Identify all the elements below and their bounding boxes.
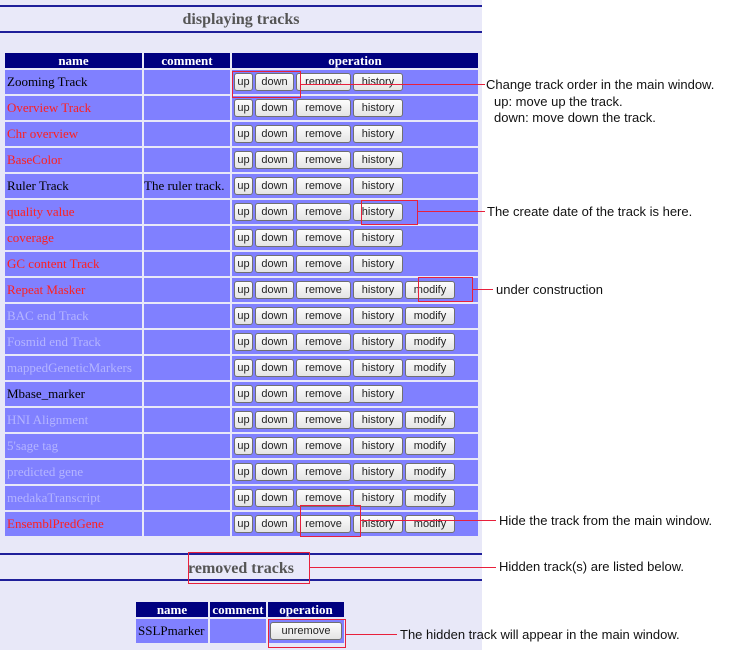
removed-tracks-title: removed tracks	[188, 560, 294, 577]
remove-button[interactable]: remove	[296, 385, 351, 403]
remove-button[interactable]: remove	[296, 281, 351, 299]
up-button[interactable]: up	[234, 359, 253, 377]
history-button[interactable]: history	[353, 255, 403, 273]
note-removed-list: Hidden track(s) are listed below.	[499, 559, 684, 574]
callout-box-remove	[300, 505, 361, 537]
column-header-operation: operation	[232, 53, 478, 68]
remove-button[interactable]: remove	[296, 489, 351, 507]
up-button[interactable]: up	[234, 73, 253, 91]
note-order-line1: Change track order in the main window.	[486, 77, 715, 92]
history-button[interactable]: history	[353, 437, 403, 455]
remove-button[interactable]: remove	[296, 515, 351, 533]
callout-box-history	[361, 200, 418, 225]
note-modify: under construction	[496, 282, 603, 297]
track-name: GC content Track	[5, 252, 142, 276]
up-button[interactable]: up	[234, 437, 253, 455]
down-button[interactable]: down	[255, 437, 294, 455]
up-button[interactable]: up	[234, 463, 253, 481]
remove-button[interactable]: remove	[296, 151, 351, 169]
track-row	[5, 512, 478, 536]
track-comment	[144, 434, 230, 458]
down-button[interactable]: down	[255, 307, 294, 325]
track-row	[5, 304, 478, 328]
down-button[interactable]: down	[255, 463, 294, 481]
track-row	[5, 460, 478, 484]
track-operations	[232, 330, 478, 354]
modify-button[interactable]: modify	[405, 515, 455, 533]
history-button[interactable]: history	[353, 177, 403, 195]
removed-column-header-name: name	[136, 602, 208, 617]
track-comment	[144, 148, 230, 172]
track-operations	[232, 304, 478, 328]
history-button[interactable]: history	[353, 99, 403, 117]
leader-line-removed-tracks	[310, 567, 496, 568]
down-button[interactable]: down	[255, 203, 294, 221]
column-header-comment: comment	[144, 53, 230, 68]
track-row	[5, 252, 478, 276]
track-comment	[144, 96, 230, 120]
track-row	[5, 96, 478, 120]
track-operations	[232, 148, 478, 172]
track-comment: The ruler track.	[144, 174, 230, 198]
track-name: Repeat Masker	[5, 278, 142, 302]
column-header-name: name	[5, 53, 142, 68]
remove-button[interactable]: remove	[296, 411, 351, 429]
up-button[interactable]: up	[234, 281, 253, 299]
up-button[interactable]: up	[234, 255, 253, 273]
remove-button[interactable]: remove	[296, 333, 351, 351]
track-comment	[144, 122, 230, 146]
modify-button[interactable]: modify	[405, 463, 455, 481]
leader-line-order	[301, 84, 485, 85]
down-button[interactable]: down	[255, 489, 294, 507]
callout-box-modify	[418, 277, 473, 302]
remove-button[interactable]: remove	[296, 463, 351, 481]
callout-box-order	[232, 71, 301, 98]
track-name: Chr overview	[5, 122, 142, 146]
track-comment	[144, 252, 230, 276]
track-comment	[144, 460, 230, 484]
track-name: HNI Alignment	[5, 408, 142, 432]
down-button[interactable]: down	[255, 281, 294, 299]
track-name: predicted gene	[5, 460, 142, 484]
track-operations	[232, 96, 478, 120]
remove-button[interactable]: remove	[296, 255, 351, 273]
down-button[interactable]: down	[255, 385, 294, 403]
history-button[interactable]: history	[353, 489, 403, 507]
track-operations	[232, 252, 478, 276]
track-operations	[232, 356, 478, 380]
note-history: The create date of the track is here.	[487, 204, 693, 219]
track-row	[5, 434, 478, 458]
up-button[interactable]: up	[234, 411, 253, 429]
track-comment	[144, 382, 230, 406]
track-operations	[232, 382, 478, 406]
up-button[interactable]: up	[234, 229, 253, 247]
track-row	[5, 486, 478, 510]
history-button[interactable]: history	[353, 307, 403, 325]
track-operations	[232, 122, 478, 146]
track-row	[5, 356, 478, 380]
track-operations	[232, 408, 478, 432]
modify-button[interactable]: modify	[405, 437, 455, 455]
removed-column-header-comment: comment	[210, 602, 266, 617]
history-button[interactable]: history	[353, 203, 403, 221]
track-name: EnsemblPredGene	[5, 512, 142, 536]
track-name: mappedGeneticMarkers	[5, 356, 142, 380]
history-button[interactable]: history	[353, 229, 403, 247]
down-button[interactable]: down	[255, 229, 294, 247]
unremove-button[interactable]: unremove	[270, 622, 342, 640]
displaying-tracks-header	[0, 5, 482, 33]
track-row	[5, 382, 478, 406]
track-name: Ruler Track	[5, 174, 142, 198]
modify-button[interactable]: modify	[405, 411, 455, 429]
track-row	[5, 278, 478, 302]
removed-track-name: SSLPmarker	[136, 619, 208, 643]
modify-button[interactable]: modify	[405, 281, 455, 299]
track-comment	[144, 356, 230, 380]
remove-button[interactable]: remove	[296, 177, 351, 195]
down-button[interactable]: down	[255, 411, 294, 429]
track-comment	[144, 408, 230, 432]
up-button[interactable]: up	[234, 151, 253, 169]
up-button[interactable]: up	[234, 515, 253, 533]
leader-line-history	[418, 211, 485, 212]
track-row	[5, 226, 478, 250]
history-button[interactable]: history	[353, 151, 403, 169]
remove-button[interactable]: remove	[296, 99, 351, 117]
leader-line-remove	[361, 520, 496, 521]
down-button[interactable]: down	[255, 125, 294, 143]
removed-column-header-operation: operation	[268, 602, 344, 617]
history-button[interactable]: history	[353, 411, 403, 429]
history-button[interactable]: history	[353, 125, 403, 143]
remove-button[interactable]: remove	[296, 125, 351, 143]
history-button[interactable]: history	[353, 281, 403, 299]
track-comment	[144, 486, 230, 510]
track-operations	[232, 200, 478, 224]
up-button[interactable]: up	[234, 99, 253, 117]
remove-button[interactable]: remove	[296, 73, 351, 91]
track-comment	[144, 70, 230, 94]
up-button[interactable]: up	[234, 177, 253, 195]
track-comment	[144, 330, 230, 354]
note-unremove: The hidden track will appear in the main window.	[400, 627, 680, 642]
down-button[interactable]: down	[255, 255, 294, 273]
track-row	[5, 148, 478, 172]
remove-button[interactable]: remove	[296, 229, 351, 247]
down-button[interactable]: down	[255, 99, 294, 117]
up-button[interactable]: up	[234, 203, 253, 221]
note-order-line2: up: move up the track.	[494, 94, 623, 109]
removed-track-comment	[210, 619, 266, 643]
down-button[interactable]: down	[255, 177, 294, 195]
modify-button[interactable]: modify	[405, 489, 455, 507]
leader-line-unremove	[346, 634, 397, 635]
note-remove: Hide the track from the main window.	[499, 513, 713, 528]
track-name: Mbase_marker	[5, 382, 142, 406]
down-button[interactable]: down	[255, 73, 294, 91]
modify-button[interactable]: modify	[405, 359, 455, 377]
up-button[interactable]: up	[234, 125, 253, 143]
track-operations	[232, 460, 478, 484]
track-operations	[232, 434, 478, 458]
track-comment	[144, 226, 230, 250]
modify-button[interactable]: modify	[405, 307, 455, 325]
modify-button[interactable]: modify	[405, 333, 455, 351]
down-button[interactable]: down	[255, 333, 294, 351]
history-button[interactable]: history	[353, 463, 403, 481]
down-button[interactable]: down	[255, 515, 294, 533]
remove-button[interactable]: remove	[296, 203, 351, 221]
up-button[interactable]: up	[234, 307, 253, 325]
track-name: BaseColor	[5, 148, 142, 172]
displaying-tracks-title: displaying tracks	[182, 11, 300, 28]
history-button[interactable]: history	[353, 333, 403, 351]
track-name: medakaTranscript	[5, 486, 142, 510]
track-comment	[144, 512, 230, 536]
history-button[interactable]: history	[353, 359, 403, 377]
track-name: Fosmid end Track	[5, 330, 142, 354]
callout-box-unremove	[268, 619, 346, 648]
tracks-table	[3, 51, 480, 538]
track-name: 5'sage tag	[5, 434, 142, 458]
remove-button[interactable]: remove	[296, 437, 351, 455]
track-name: coverage	[5, 226, 142, 250]
down-button[interactable]: down	[255, 151, 294, 169]
track-name: quality value	[5, 200, 142, 224]
callout-box-removed-tracks	[188, 552, 310, 584]
track-row	[5, 122, 478, 146]
track-operations	[232, 226, 478, 250]
track-comment	[144, 200, 230, 224]
history-button[interactable]: history	[353, 385, 403, 403]
up-button[interactable]: up	[234, 333, 253, 351]
history-button[interactable]: history	[353, 73, 403, 91]
remove-button[interactable]: remove	[296, 307, 351, 325]
up-button[interactable]: up	[234, 385, 253, 403]
track-comment	[144, 278, 230, 302]
track-name: Overview Track	[5, 96, 142, 120]
remove-button[interactable]: remove	[296, 359, 351, 377]
track-comment	[144, 304, 230, 328]
track-row	[5, 174, 478, 198]
track-row	[5, 408, 478, 432]
note-order-line3: down: move down the track.	[494, 110, 656, 125]
track-name: Zooming Track	[5, 70, 142, 94]
track-operations	[232, 174, 478, 198]
history-button[interactable]: history	[353, 515, 403, 533]
leader-line-modify	[473, 289, 493, 290]
track-row	[5, 330, 478, 354]
up-button[interactable]: up	[234, 489, 253, 507]
track-name: BAC end Track	[5, 304, 142, 328]
down-button[interactable]: down	[255, 359, 294, 377]
